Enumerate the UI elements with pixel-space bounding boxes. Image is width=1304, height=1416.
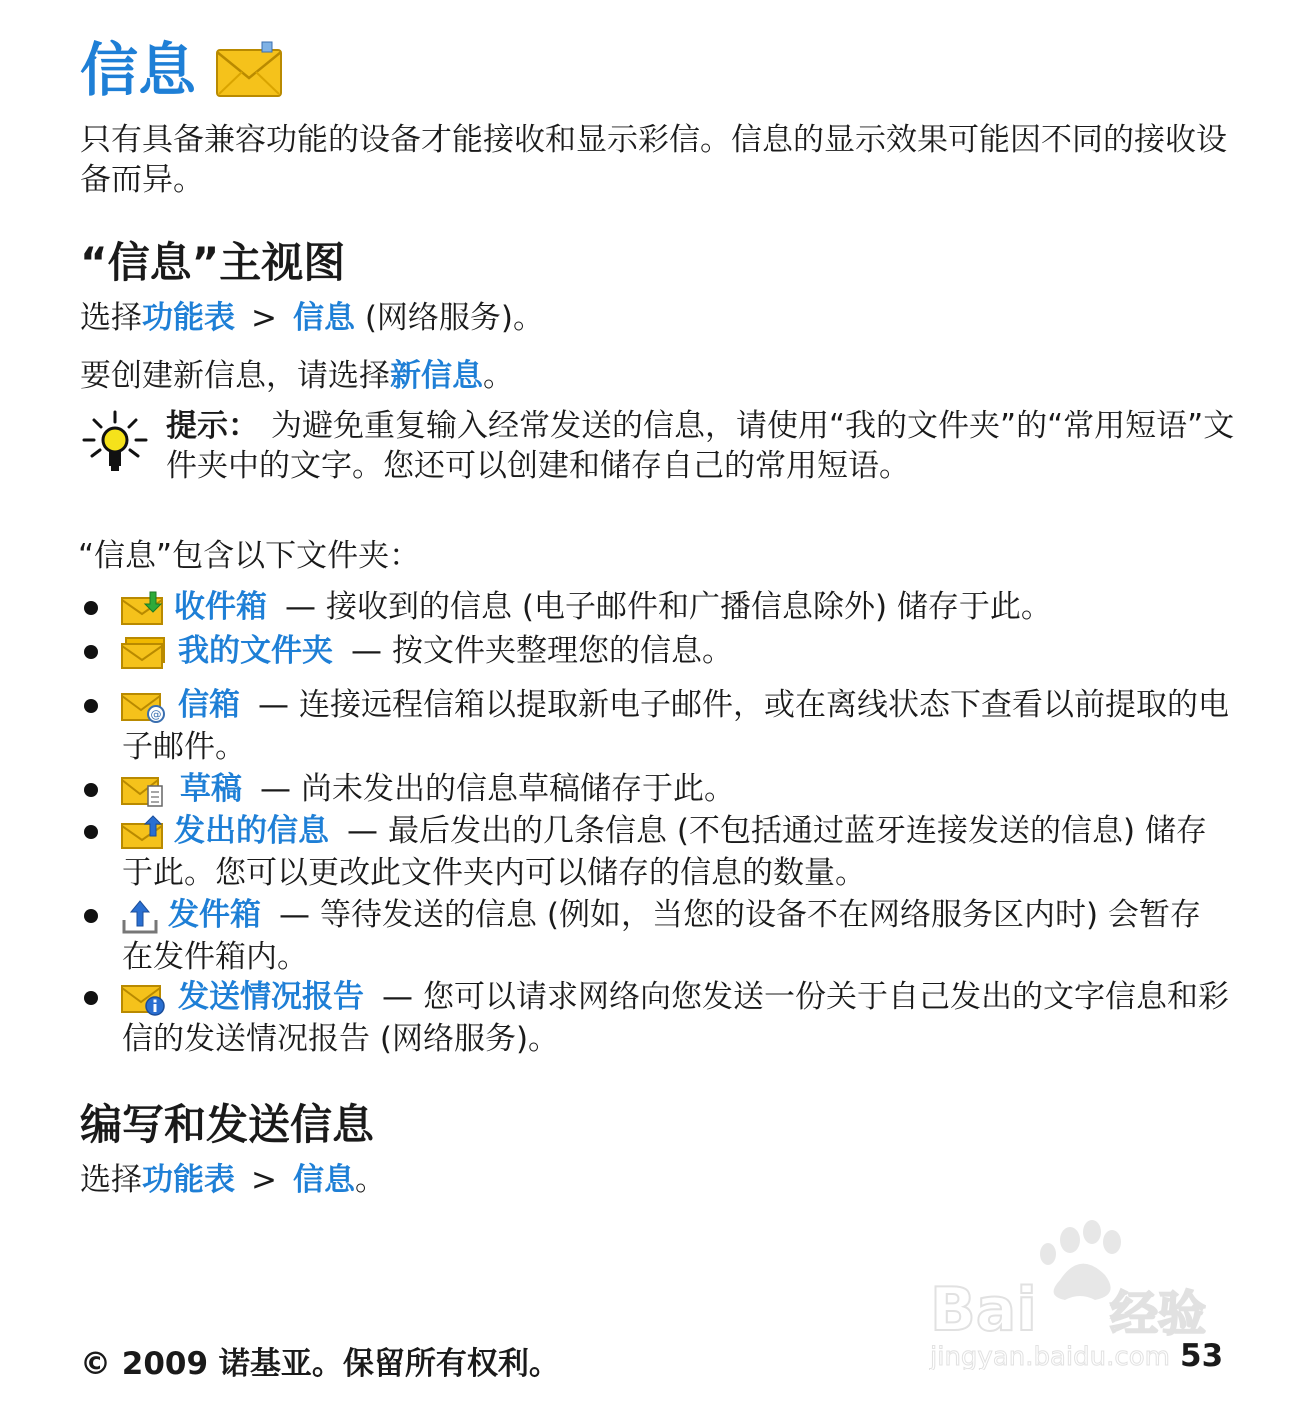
tip-label: 提示： <box>166 408 259 444</box>
nav-suffix: 。 <box>354 1162 386 1198</box>
bullet-dot <box>84 783 98 797</box>
intro-paragraph: 只有具备兼容功能的设备才能接收和显示彩信。信息的显示效果可能因不同的接收设备而异。 <box>80 122 1227 198</box>
dash: — <box>347 813 378 849</box>
bullet-dot <box>84 601 98 615</box>
inbox-icon[interactable] <box>120 590 166 626</box>
svg-text:jingyan.baidu.com: jingyan.baidu.com <box>930 1342 1170 1370</box>
drafts-icon[interactable] <box>120 772 166 808</box>
list-item <box>80 630 1230 672</box>
folder-description: 最后发出的几条信息 (不包括通过蓝牙连接发送的信息) 储存于此。您可以更改此文件夹内可以储存的信息的数量。 <box>122 813 1207 891</box>
new-message-link[interactable]: 新信息 <box>390 358 483 394</box>
envelope-icon <box>214 40 284 100</box>
delivery-report-icon[interactable] <box>120 980 166 1016</box>
svg-text:Bai: Bai <box>930 1275 1037 1345</box>
folder-description: 尚未发出的信息草稿储存于此。 <box>301 771 735 807</box>
folder-description: 您可以请求网络向您发送一份关于自己发出的文字信息和彩信的发送情况报告 (网络服务)。 <box>122 979 1229 1057</box>
folder-name-mailbox[interactable]: 信箱 <box>178 687 240 723</box>
my-folders-icon[interactable] <box>120 634 166 670</box>
folder-description: 接收到的信息 (电子邮件和广播信息除外) 储存于此。 <box>326 589 1052 625</box>
nav-suffix: (网络服务)。 <box>354 300 545 336</box>
sent-icon[interactable] <box>120 814 166 850</box>
folder-name-delivery-reports[interactable]: 发送情况报告 <box>178 979 364 1015</box>
folder-name-inbox[interactable]: 收件箱 <box>174 589 267 625</box>
bullet-dot <box>84 909 98 923</box>
folder-name-outbox[interactable]: 发件箱 <box>168 897 261 933</box>
dash: — <box>258 687 289 723</box>
outbox-icon[interactable] <box>120 898 166 934</box>
dash: — <box>382 979 413 1015</box>
folder-name-drafts[interactable]: 草稿 <box>180 771 242 807</box>
section-heading-compose: 编写和发送信息 <box>80 1100 375 1149</box>
menu-path <box>80 1160 386 1200</box>
page-number: 53 <box>1180 1338 1224 1374</box>
list-item <box>80 976 1230 1060</box>
path-separator: > <box>251 1162 277 1198</box>
menu-link[interactable]: 功能表 <box>142 300 235 336</box>
folder-description: 等待发送的信息 (例如，当您的设备不在网络服务区内时) 会暂存在发件箱内。 <box>122 897 1201 975</box>
folder-name-sent[interactable]: 发出的信息 <box>174 813 329 849</box>
list-item <box>80 810 1230 894</box>
list-item <box>80 586 1230 628</box>
dash: — <box>351 633 382 669</box>
path-separator: > <box>251 300 277 336</box>
mailbox-icon[interactable] <box>120 688 166 724</box>
section-heading-main-view: “信息”主视图 <box>80 238 346 287</box>
dash: — <box>279 897 310 933</box>
menu-link[interactable]: 功能表 <box>142 1162 235 1198</box>
bullet-dot <box>84 699 98 713</box>
bullet-dot <box>84 825 98 839</box>
folder-description: 按文件夹整理您的信息。 <box>392 633 733 669</box>
bullet-dot <box>84 645 98 659</box>
page-title: 信息 <box>80 36 197 104</box>
create-instruction <box>80 356 514 396</box>
lightbulb-icon <box>80 410 150 474</box>
dash: — <box>285 589 316 625</box>
folder-description: 连接远程信箱以提取新电子邮件，或在离线状态下查看以前提取的电子邮件。 <box>122 687 1229 765</box>
list-item <box>80 684 1230 768</box>
tip-text: 为避免重复输入经常发送的信息，请使用“我的文件夹”的“常用短语”文件夹中的文字。您还可以创建和储存自己的常用短语。 <box>166 408 1235 484</box>
svg-text:经验: 经验 <box>1110 1286 1207 1342</box>
nav-prefix: 选择 <box>80 1162 142 1198</box>
svg-text:@: @ <box>150 708 162 721</box>
tip-paragraph <box>166 406 1236 486</box>
create-suffix: 。 <box>483 358 514 394</box>
folders-intro: “信息”包含以下文件夹： <box>78 538 421 574</box>
dash: — <box>260 771 291 807</box>
list-item <box>80 894 1230 978</box>
copyright-footer: © 2009 诺基亚。保留所有权利。 <box>80 1346 560 1382</box>
create-prefix: 要创建新信息，请选择 <box>80 358 390 394</box>
bullet-dot <box>84 991 98 1005</box>
list-item <box>80 768 1230 810</box>
folder-name-my-folders[interactable]: 我的文件夹 <box>178 633 333 669</box>
nav-prefix: 选择 <box>80 300 142 336</box>
messages-link[interactable]: 信息 <box>292 300 355 336</box>
messages-link[interactable]: 信息 <box>292 1162 355 1198</box>
menu-path <box>80 298 544 338</box>
